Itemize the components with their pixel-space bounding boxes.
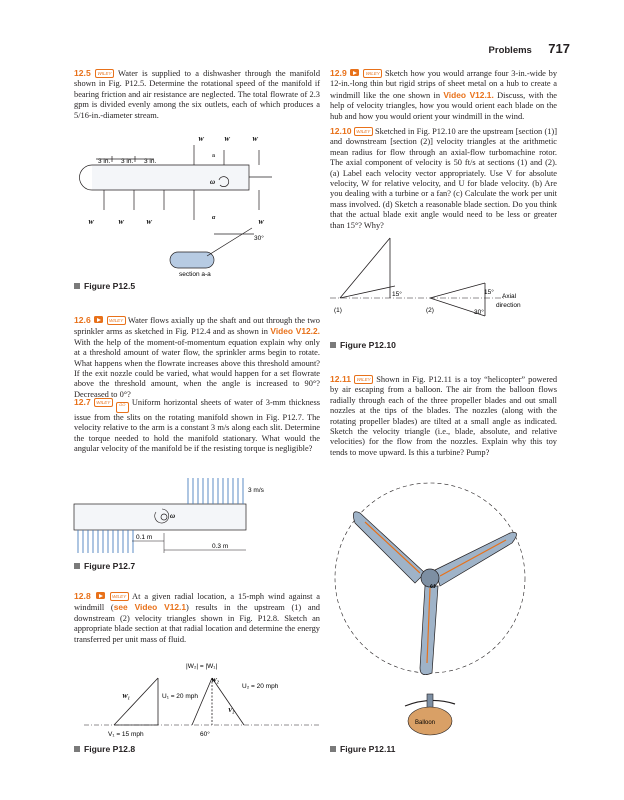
wiley-badge-icon: WILEY [107, 316, 126, 325]
omega-label: ω [430, 581, 436, 590]
angle-label-2: 15° [484, 289, 494, 296]
section-2-label: (2) [426, 307, 434, 314]
a-label: a [212, 153, 216, 159]
play-video-icon[interactable] [94, 316, 103, 323]
problem-number: 12.5 [74, 68, 91, 78]
w-label-bot-2: W [118, 219, 124, 226]
omega-label: ω [170, 512, 176, 520]
wiley-badge-icon: WILEY [354, 375, 373, 384]
w-label-top-2: W [224, 136, 230, 143]
direction-label: direction [496, 302, 521, 309]
video-link[interactable]: Video V12.1. [443, 89, 494, 100]
problem-12-11: 12.11 WILEY Shown in Fig. P12.11 is a toy “helicopter” powered by air escaping from a balloon. The air from the balloon flows radially through each of the three propeller blades and out small nozzles at the tips of the blades. The nozzles (along with the rotating propeller blades) are tilted at a small angle as indicated. Sketch the velocity triangle (i.e., blade, absolute, and relative velocities) for the flow from the nozzles. Explain why this toy tends to move upward. Is this a turbine? Pump? [330, 374, 558, 457]
play-video-icon[interactable] [350, 69, 359, 76]
problem-number: 12.8 [74, 591, 91, 601]
problem-number: 12.7 [74, 397, 91, 407]
wiley-badge-icon: WILEY [354, 127, 373, 136]
angle-label: 60° [200, 731, 210, 738]
w-label-bot-3: W [146, 219, 152, 226]
w-label-bot-4: W [258, 219, 264, 226]
wiley-badge-icon: WILEY [94, 398, 113, 407]
eq-label: |W₂| = |W₁| [186, 663, 218, 670]
caption-p12-5: Figure P12.5 [74, 281, 135, 291]
figure-p12-5 [74, 130, 324, 280]
w-label-top-3: W [252, 136, 258, 143]
page-header [489, 40, 570, 58]
section-title: Problems [488, 45, 532, 56]
wiley-badge-icon: WILEY [110, 592, 129, 601]
figure-p12-7 [74, 478, 324, 558]
go-badge-icon: GO [116, 402, 129, 413]
problem-12-7: 12.7 WILEY GO Uniform horizontal sheets of water of 3-mm thickness issue from the slits on the rotating manifold shown in Fig. P12.7. The velocity relative to the arm is a constant 3 m/s along each slit. Determine the torque needed to hold the manifold stationary. What would the angular velocity of the manifold be if the resisting torque is negligible? [74, 397, 321, 454]
problem-number: 12.6 [74, 315, 91, 325]
section-1-label: (1) [334, 307, 342, 314]
figure-p12-10 [330, 228, 560, 323]
problem-12-6: 12.6 WILEY Water flows axially up the shaft and out through the two sprinkler arms as sketched in Fig. P12.4 and as shown in Video V12.2. With the help of the moment-of-momentum equation explain why only at a threshold amount of water flow, the sprinkler arms begin to rotate. What happens when the flowrate increases above this threshold amount? If the exit nozzle could be varied, what would happen for a set flowrate above the threshold amount, when the angle is increased to 90°? Decreased to 0°? [74, 315, 320, 399]
problem-12-8: 12.8 WILEY At a given radial location, a 15-mph wind against a windmill (see Video V12.1) results in the upstream (1) and downstream (2) velocity triangles shown in Fig. P12.8. Sketch an appropriate blade section at that radial location and determine the energy transferred per unit mass of fluid. [74, 591, 321, 644]
video-link[interactable]: Video V12.2. [270, 326, 320, 337]
page-number: 717 [548, 41, 570, 56]
alpha-label: α [212, 215, 216, 221]
video-link[interactable]: see Video V12.1 [113, 602, 187, 613]
problem-12-5 [74, 68, 320, 121]
wiley-badge-icon: WILEY [363, 69, 382, 78]
w-label-top-1: W [198, 136, 204, 143]
axial-label: Axial [502, 293, 517, 300]
u2-label: U₂ = 20 mph [242, 683, 279, 690]
angle-label-1: 15° [392, 291, 402, 298]
section-label: section a-a [179, 271, 211, 278]
r2-label: 0.3 m [212, 543, 229, 550]
v2-label: V₂ [228, 707, 235, 714]
v1-label: V₁ = 15 mph [108, 731, 144, 738]
speed-label: 3 m/s [248, 487, 264, 494]
angle-label: 30° [254, 235, 264, 242]
figure-p12-8 [74, 660, 324, 740]
caption-p12-10: Figure P12.10 [330, 340, 396, 350]
problem-12-10: 12.10 WILEY Sketched in Fig. P12.10 are the upstream [section (1)] and downstream [section (2)] velocity triangles at the arithmetic mean radius for flow through an axial-flow turbomachine rotor. The axial component of velocity is 50 ft/s at sections (1) and (2). (a) Label each velocity vector appropriately. Use V for absolute velocity, W for relative velocity, and U for blade velocity. (b) Are you dealing with a turbine or a fan? (c) Calculate the work per unit mass involved. (d) Sketch a reasonable blade section. Do you think that the actual blade exit angle would need to be less or greater than 15°? Why? [330, 126, 558, 230]
problem-number: 12.11 [330, 374, 352, 384]
u1-label: U₁ = 20 mph [162, 693, 198, 700]
caption-p12-7: Figure P12.7 [74, 561, 135, 571]
w1-label: W₁ [122, 693, 131, 700]
dim-label-2: 3 in. [121, 158, 134, 165]
r1-label: 0.1 m [136, 534, 153, 541]
play-video-icon[interactable] [96, 592, 105, 599]
dim-label-3: 3 in. [144, 158, 157, 165]
caption-p12-8: Figure P12.8 [74, 744, 135, 754]
omega-label: ω [210, 178, 216, 186]
problem-number: 12.9 [330, 68, 347, 78]
w-label-bot-1: W [88, 219, 94, 226]
w2-label: W₂ [211, 677, 220, 684]
caption-p12-11: Figure P12.11 [330, 744, 395, 754]
dim-label-1: 3 in. [98, 158, 111, 165]
figure-p12-11 [330, 478, 560, 738]
wiley-badge-icon: WILEY [95, 69, 114, 78]
problem-number: 12.10 [330, 126, 352, 136]
angle-label-3: 30° [474, 309, 484, 316]
balloon-label: Balloon [415, 720, 436, 726]
problem-12-9: 12.9 WILEY Sketch how you would arrange four 3-in.-wide by 12-in.-long thin but rigid strips of sheet metal on a hub to create a windmill like the one shown in Video V12.1. Discuss, with the help of velocity triangles, how you would orient each blade on the hub and how you would orient your windmill in the wind. [330, 68, 558, 121]
problem-text: Water is supplied to a dishwasher through the manifold shown in Fig. P12.5. Determine the rotational speed of the manifold if bearing friction and air resistance are neglected. The total flowrate of 2.3 gpm is divided evenly among the six outlets, each of which produces a 5/16-in.-diameter stream. [74, 69, 321, 120]
